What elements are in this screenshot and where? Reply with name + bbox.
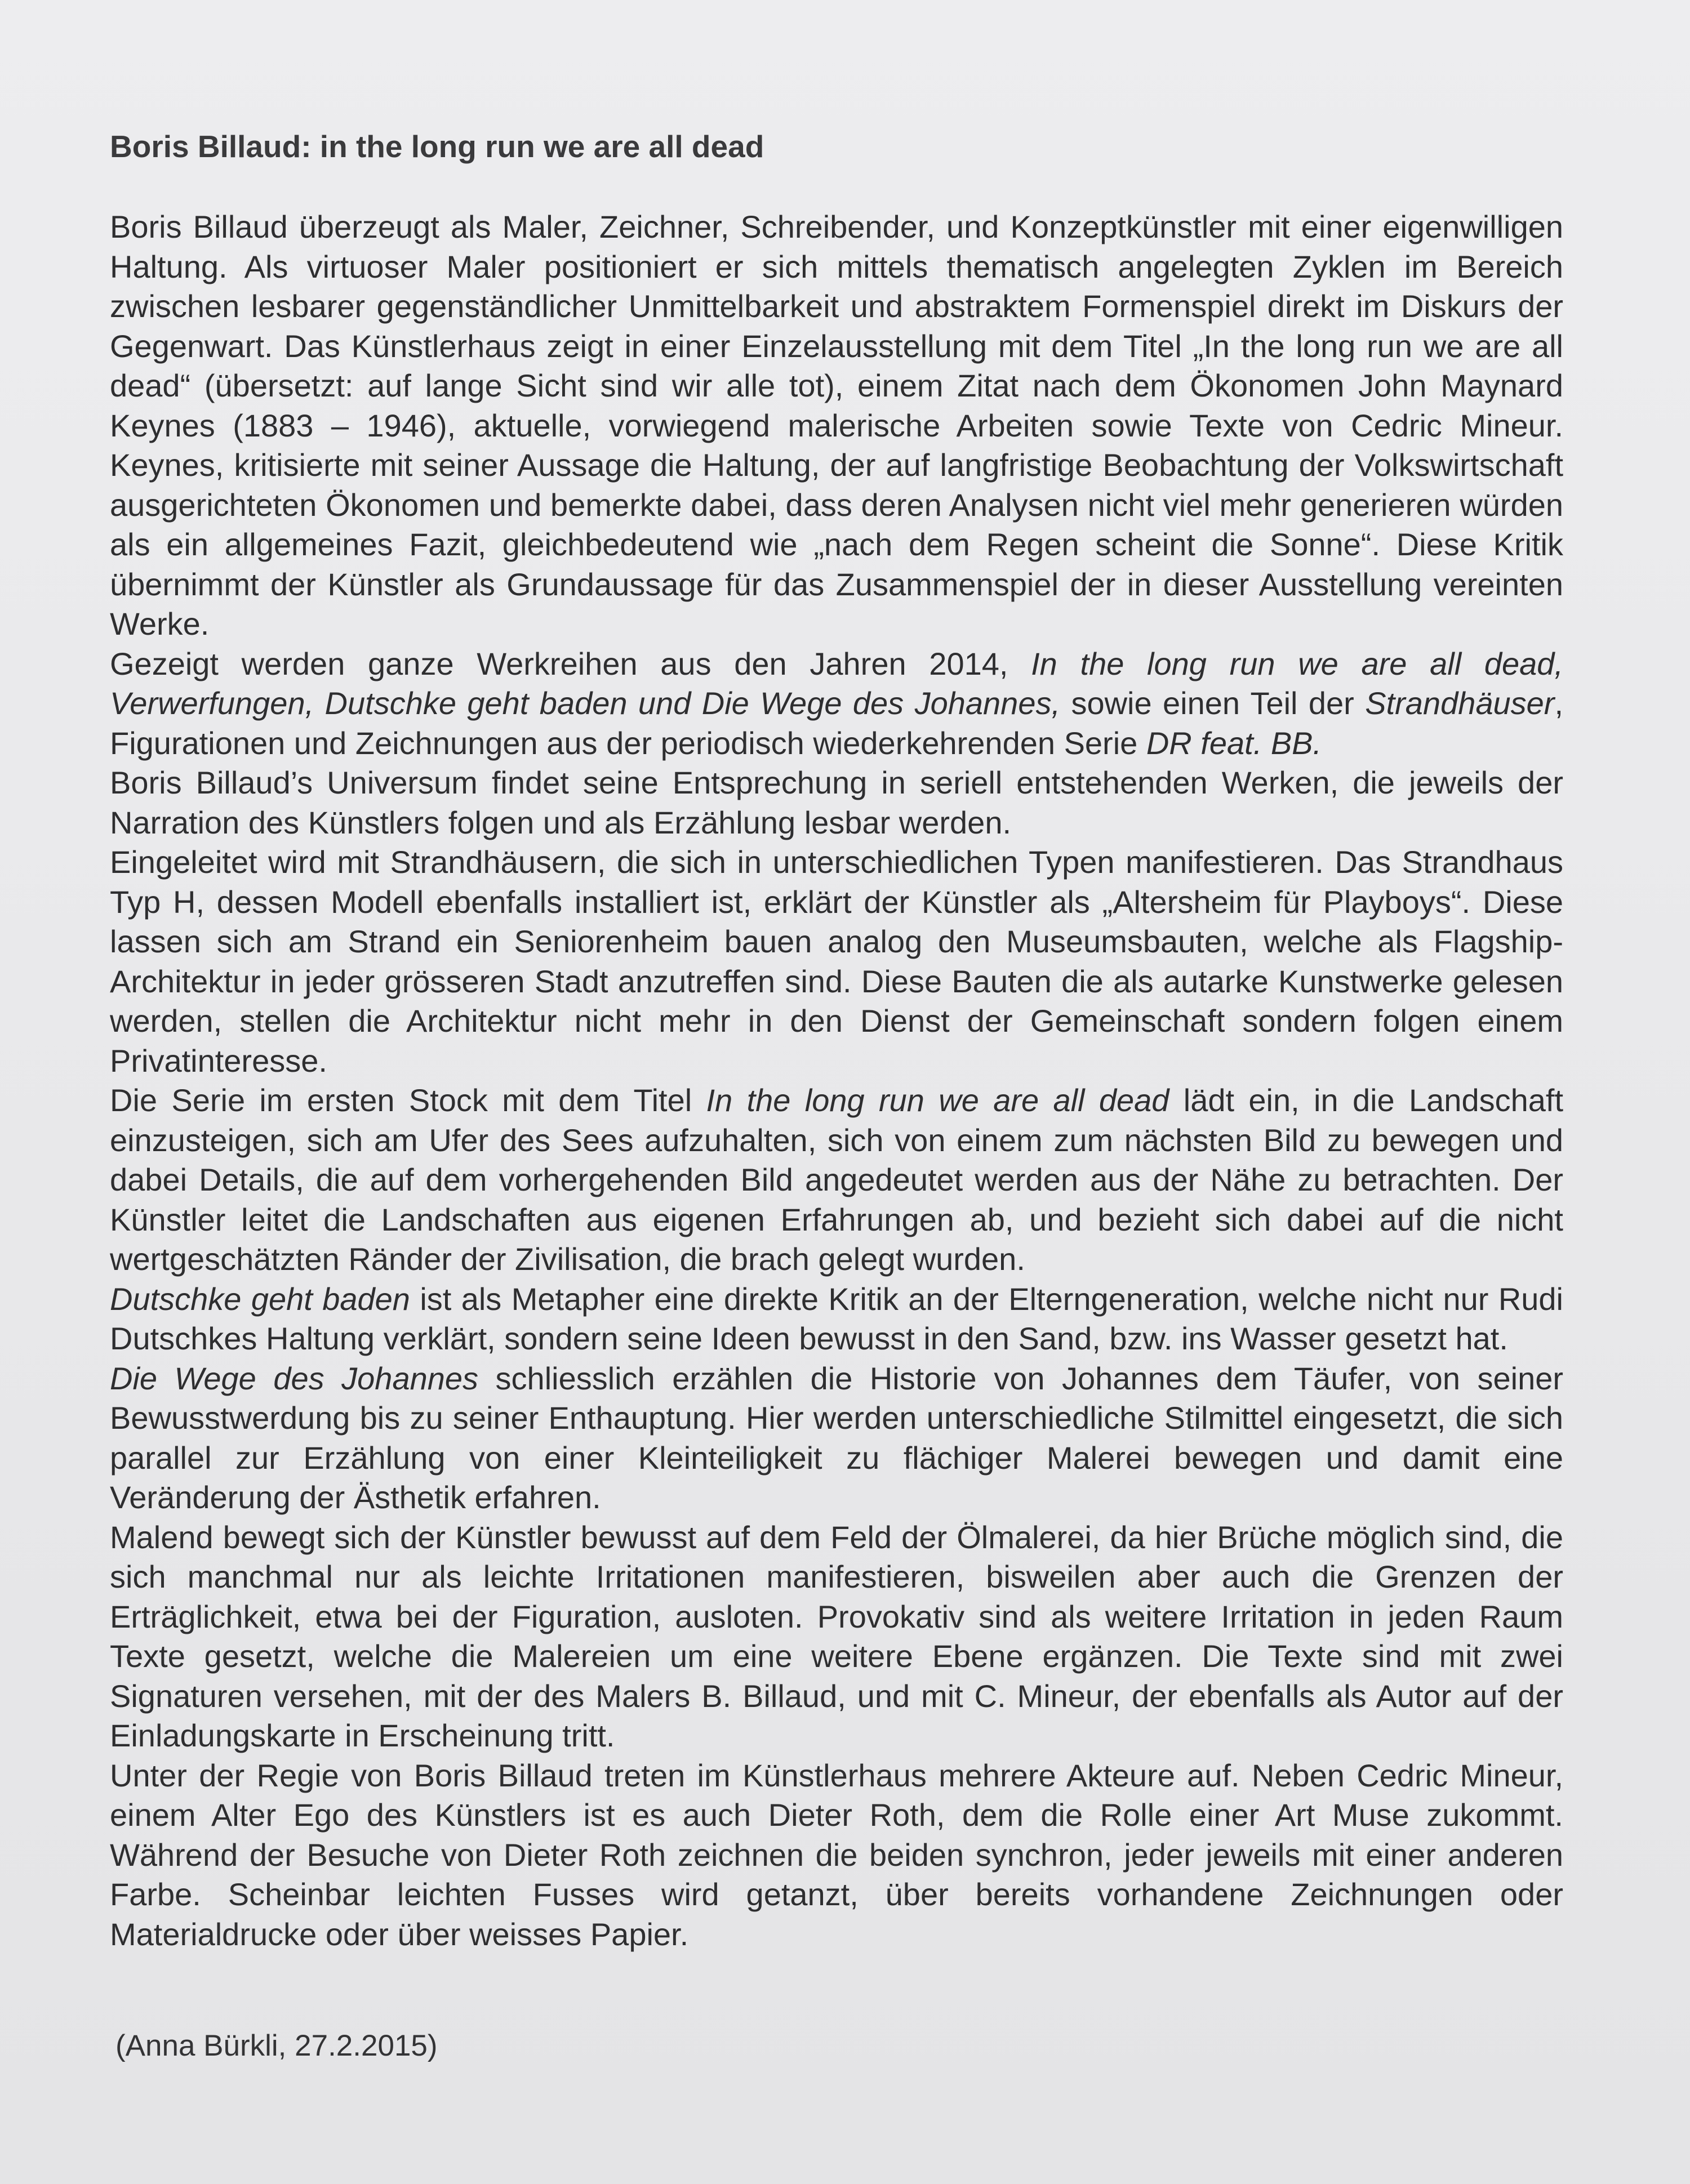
paragraph-johannes [110,1359,1563,1518]
italic-dr-feat-bb: DR feat. BB. [1146,725,1322,761]
text-run: sowie einen Teil der [1060,685,1366,721]
italic-work-titles: In the long run we are all dead, Verwerfungen, Dutschke geht baden und Die Wege des Johannes, [110,645,1563,721]
text-run: Gezeigt werden ganze Werkreihen aus den Jahren 2014, [110,645,1031,681]
italic-strandhaeuser: Strandhäuser [1365,685,1555,721]
text-run: lädt ein, in die Landschaft einzusteigen, sich am Ufer des Sees aufzuhalten, sich von einem zum nächsten Bild zu bewegen und dabei Details, die auf dem vorhergehenden Bild angedeutet werden aus der Nähe zu betrachten. Der Künstler leitet die Landschaften aus eigenen Erfahrungen ab, und bezieht sich dabei auf die nicht wertgeschätzten Ränder der Zivilisation, die brach gelegt wurden. [110,1082,1563,1277]
paragraph-first-floor-series [110,1081,1563,1280]
paragraph-oil-painting: Malend bewegt sich der Künstler bewusst auf dem Feld der Ölmalerei, da hier Brüche möglich sind, die sich manchmal nur als leichte Irritationen manifestieren, bisweilen aber auch die Grenzen der Erträglichkeit, etwa bei der Figuration, ausloten. Provokativ sind als weitere Irritation in jeden Raum Texte gesetzt, welche die Malereien um eine weitere Ebene ergänzen. Die Texte sind mit zwei Signaturen versehen, mit der des Malers B. Billaud, und mit C. Mineur, der ebenfalls als Autor auf der Einladungskarte in Erscheinung tritt. [110,1519,1563,1753]
author-signature-line: (Anna Bürkli, 27.2.2015) [115,2029,438,2062]
paragraph-actors: Unter der Regie von Boris Billaud treten im Künstlerhaus mehrere Akteure auf. Neben Cedric Mineur, einem Alter Ego des Künstlers ist es auch Dieter Roth, dem die Rolle einer Art Muse zukommt. Während der Besuche von Dieter Roth zeichnen die beiden synchron, jeder jeweils mit einer anderen Farbe. Scheinbar leichten Fusses wird getanzt, über bereits vorhandene Zeichnungen oder Materialdrucke oder über weisses Papier. [110,1757,1563,1952]
italic-johannes-title: Die Wege des Johannes [110,1360,479,1396]
paragraph-works-shown [110,644,1563,764]
paragraph-dutschke [110,1280,1563,1359]
paragraph-universe: Boris Billaud’s Universum findet seine Entsprechung in seriell entstehenden Werken, die jeweils der Narration des Künstlers folgen und als Erzählung lesbar werden. [110,765,1563,840]
document-body [110,207,1563,1954]
italic-series-title: In the long run we are all dead [706,1082,1169,1118]
text-run: ist als Metapher eine direkte Kritik an der Elterngeneration, welche nicht nur Rudi Dutschkes Haltung verklärt, sondern seine Ideen bewusst in den Sand, bzw. ins Wasser gesetzt hat. [110,1281,1564,1356]
paragraph-intro: Boris Billaud überzeugt als Maler, Zeichner, Schreibender, und Konzeptkünstler mit einer eigenwilligen Haltung. Als virtuoser Maler positioniert er sich mittels thematisch angelegten Zyklen im Bereich zwischen lesbarer gegenständlicher Unmittelbarkeit und abstraktem Formenspiel direkt im Diskurs der Gegenwart. Das Künstlerhaus zeigt in einer Einzelausstellung mit dem Titel „In the long run we are all dead“ (übersetzt: auf lange Sicht sind wir alle tot), einem Zitat nach dem Ökonomen John Maynard Keynes (1883 – 1946), aktuelle, vorwiegend malerische Arbeiten sowie Texte von Cedric Mineur. Keynes, kritisierte mit seiner Aussage die Haltung, der auf langfristige Beobachtung der Volkswirtschaft ausgerichteten Ökonomen und bemerkte dabei, dass deren Analysen nicht viel mehr generieren würden als ein allgemeines Fazit, gleichbedeutend wie „nach dem Regen scheint die Sonne“. Diese Kritik übernimmt der Künstler als Grundaussage für das Zusammenspiel der in dieser Ausstellung vereinten Werke. [110,209,1563,641]
text-run: schliesslich erzählen die Historie von Johannes dem Täufer, von seiner Bewusstwerdung bis zu seiner Enthauptung. Hier werden unterschiedliche Stilmittel eingesetzt, die sich parallel zur Erzählung von einer Kleinteiligkeit zu flächiger Malerei bewegen und damit eine Veränderung der Ästhetik erfahren. [110,1360,1564,1515]
paragraph-strandhaeuser: Eingeleitet wird mit Strandhäusern, die sich in unterschiedlichen Typen manifestieren. Das Strandhaus Typ H, dessen Modell ebenfalls installiert ist, erklärt der Künstler als „Altersheim für Playboys“. Diese lassen sich am Strand ein Seniorenheim bauen analog den Museumsbauten, welche als Flagship-Architektur in jeder grösseren Stadt anzutreffen sind. Diese Bauten die als autarke Kunstwerke gelesen werden, stellen die Architektur nicht mehr in den Dienst der Gemeinschaft sondern folgen einem Privatinteresse. [110,844,1563,1078]
document-title: Boris Billaud: in the long run we are all dead [110,129,764,164]
text-run: Die Serie im ersten Stock mit dem Titel [110,1082,706,1118]
italic-dutschke-title: Dutschke geht baden [110,1281,410,1317]
text-run: , Figurationen und Zeichnungen aus der periodisch wiederkehrenden Serie [110,685,1564,761]
